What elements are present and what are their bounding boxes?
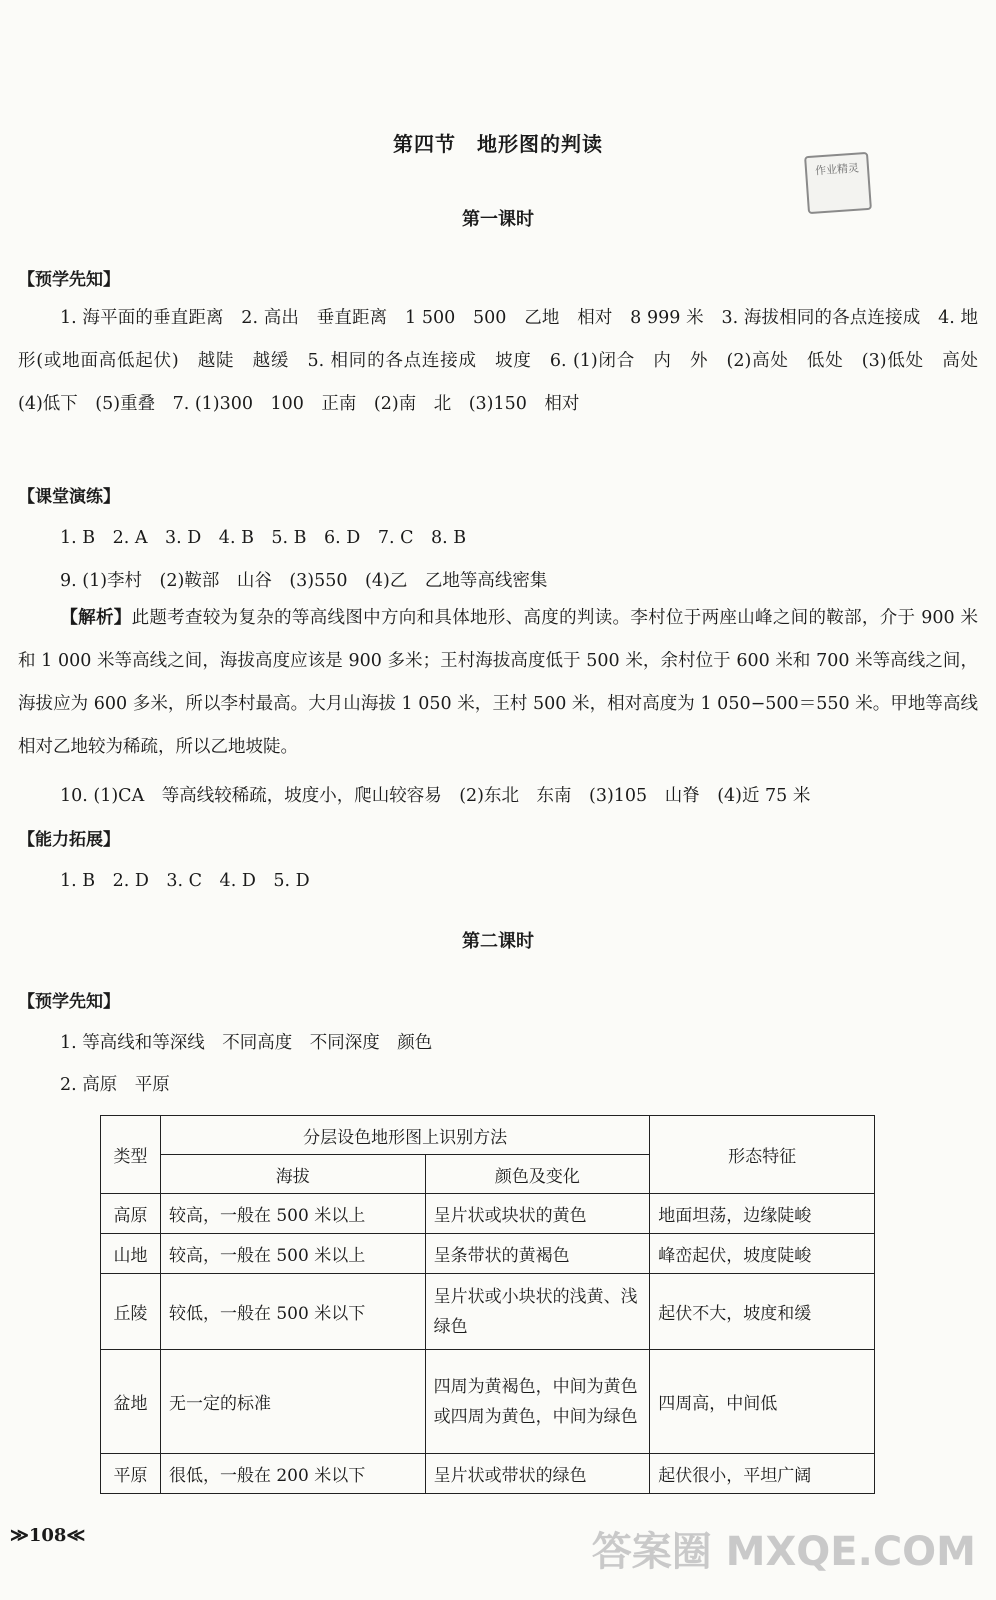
cell-type: 高原 [101,1194,161,1234]
section-title: 第四节 地形图的判读 [393,132,603,156]
prelearn-heading-1: 【预学先知】 [18,270,120,290]
header-method: 分层设色地形图上识别方法 [160,1116,649,1155]
analysis-text: 此题考查较为复杂的等高线图中方向和具体地形、高度的判读。李村位于两座山峰之间的鞍部，介于 900 米和 1 000 米等高线之间，海拔高度应该是 900 多米；王村海拔高度低于 500 米，余村位于 600 米和 700 米等高线之间，海拔应为 600 多米，所以李村最高。大月山海拔 1 050 米，王村 500 米，相对高度为 1 050−500＝550 米。甲地等高线相对乙地较为稀疏，所以乙地坡陡。 [18,608,979,757]
classroom-answers-1-8: 1. B 2. A 3. D 4. B 5. B 6. D 7. C 8. B [60,528,467,548]
cell-feature: 四周高，中间低 [650,1350,875,1454]
prelearn-answers-1 [18,297,996,426]
watermark-logo: 答案圈 MXQE.COM [591,1529,976,1575]
cell-altitude: 无一定的标准 [160,1350,425,1454]
prelearn2-answer-2: 2. 高原 平原 [60,1075,170,1095]
prelearn-text: 1. 海平面的垂直距离 2. 高出 垂直距离 1 500 500 乙地 相对 8 999 米 3. 海拔相同的各点连接成 4. 地形(或地面高低起伏) 越陡 越缓 5. 相同的各点连接成 坡度 6. (1)闭合 内 外 (2)高处 低处 (3)低处 高处 (4)低下 (5)重叠 7. (1)300 100 正南 (2)南 北 (3)150 相对 [18,308,996,414]
page-number [10,1525,85,1546]
header-color: 颜色及变化 [425,1155,650,1194]
header-type: 类型 [101,1116,161,1194]
cell-altitude: 较高，一般在 500 米以上 [160,1234,425,1274]
classroom-heading: 【课堂演练】 [18,487,120,507]
prelearn-heading-2: 【预学先知】 [18,992,120,1012]
analysis-label: 【解析】 [60,608,132,628]
header-feature: 形态特征 [650,1116,875,1194]
cell-type: 山地 [101,1234,161,1274]
analysis-block [18,597,978,769]
cell-color: 呈片状或小块状的浅黄、浅绿色 [425,1274,650,1350]
prelearn2-answer-1: 1. 等高线和等深线 不同高度 不同深度 颜色 [60,1033,433,1053]
cell-feature: 地面坦荡，边缘陡峻 [650,1194,875,1234]
cell-color: 呈条带状的黄褐色 [425,1234,650,1274]
header-altitude: 海拔 [160,1155,425,1194]
landform-table [100,1115,875,1494]
page-number-text: 108 [28,1525,67,1546]
cell-altitude: 较低，一般在 500 米以下 [160,1274,425,1350]
ability-heading: 【能力拓展】 [18,830,120,850]
cell-type: 平原 [101,1454,161,1494]
cell-altitude: 很低，一般在 200 米以下 [160,1454,425,1494]
cell-feature: 峰峦起伏，坡度陡峻 [650,1234,875,1274]
ornament-left-icon: ≫ [10,1525,29,1546]
table-row [101,1234,875,1274]
cell-feature: 起伏很小，平坦广阔 [650,1454,875,1494]
ornament-right-icon: ≪ [66,1525,86,1546]
cell-color: 呈片状或带状的绿色 [425,1454,650,1494]
lesson-1-heading: 第一课时 [462,209,534,230]
table-row [101,1274,875,1350]
table-row [101,1454,875,1494]
ability-answers: 1. B 2. D 3. C 4. D 5. D [60,871,310,891]
cell-color: 呈片状或块状的黄色 [425,1194,650,1234]
classroom-answer-9: 9. (1)李村 (2)鞍部 山谷 (3)550 (4)乙 乙地等高线密集 [60,571,548,591]
cell-altitude: 较高，一般在 500 米以上 [160,1194,425,1234]
cell-type: 盆地 [101,1350,161,1454]
lesson-2-heading: 第二课时 [462,931,534,952]
stamp-logo: 作业精灵 [804,152,872,214]
table-row [101,1350,875,1454]
classroom-answer-10: 10. (1)CA 等高线较稀疏，坡度小，爬山较容易 (2)东北 东南 (3)105 山脊 (4)近 75 米 [60,786,811,806]
table-row [101,1194,875,1234]
cell-type: 丘陵 [101,1274,161,1350]
cell-color: 四周为黄褐色，中间为黄色或四周为黄色，中间为绿色 [425,1350,650,1454]
cell-feature: 起伏不大，坡度和缓 [650,1274,875,1350]
